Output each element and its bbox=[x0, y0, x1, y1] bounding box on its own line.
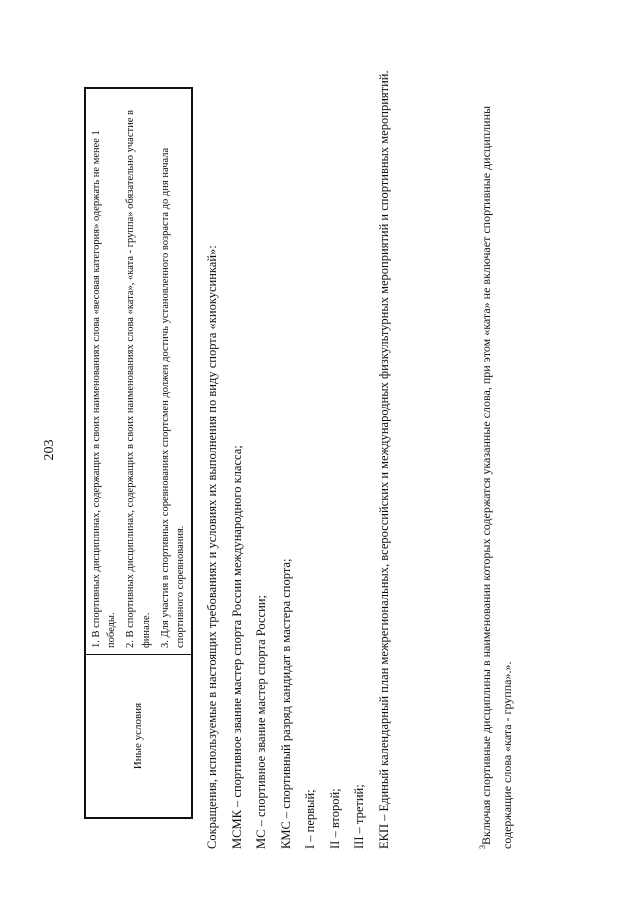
footnote bbox=[476, 89, 518, 849]
abbreviation-item: III – третий; bbox=[352, 784, 366, 849]
table-conditions-cell bbox=[85, 88, 192, 655]
condition-item: 1. В спортивных дисциплинах, содержащих в своих наименованиях слова «весовая категория» одержать не менее 1 победы. bbox=[91, 130, 118, 648]
abbreviation-item: КМС – спортивный разряд кандидат в мастера спорта; bbox=[278, 558, 293, 849]
abbreviation-item: ЕКП – Единый календарный план межрегиональных, всероссийских и международных физкультурных мероприятий и спортивных мероприятий. bbox=[376, 70, 391, 849]
abbreviation-item: II – второй; bbox=[327, 788, 342, 849]
footnote-marker: 3 bbox=[478, 845, 487, 849]
footnote-text: Включая спортивные дисциплины в наименовании которых содержатся указанные слова, при этом «ката» не включает спортивные дисциплины содержащие слова «ката - группа».». bbox=[479, 105, 514, 849]
condition-item: 2. В спортивных дисциплинах, содержащих в своих наименованиях слова «ката», «ката - группа» обязательно участие в финале. bbox=[125, 110, 152, 648]
page-number: 203 bbox=[42, 439, 57, 461]
abbreviation-item: МС – спортивное звание мастер спорта России; bbox=[254, 595, 268, 849]
abbreviations-section bbox=[202, 69, 398, 849]
condition-item: 3. Для участия в спортивных соревнованиях спортсмен должен достичь установленного возраста до дня начала спортивного соревнования. bbox=[159, 147, 187, 648]
requirements-table bbox=[84, 87, 193, 819]
abbreviations-intro: Сокращения, используемые в настоящих требованиях и условиях их выполнения по виду спорта «киокусинкай»: bbox=[205, 245, 219, 849]
abbreviation-item: I – первый; bbox=[303, 789, 317, 849]
table-label-cell: Иные условия bbox=[85, 655, 192, 819]
table-row bbox=[85, 88, 192, 818]
abbreviation-item: МСМК – спортивное звание мастер спорта России международного класса; bbox=[229, 445, 244, 849]
